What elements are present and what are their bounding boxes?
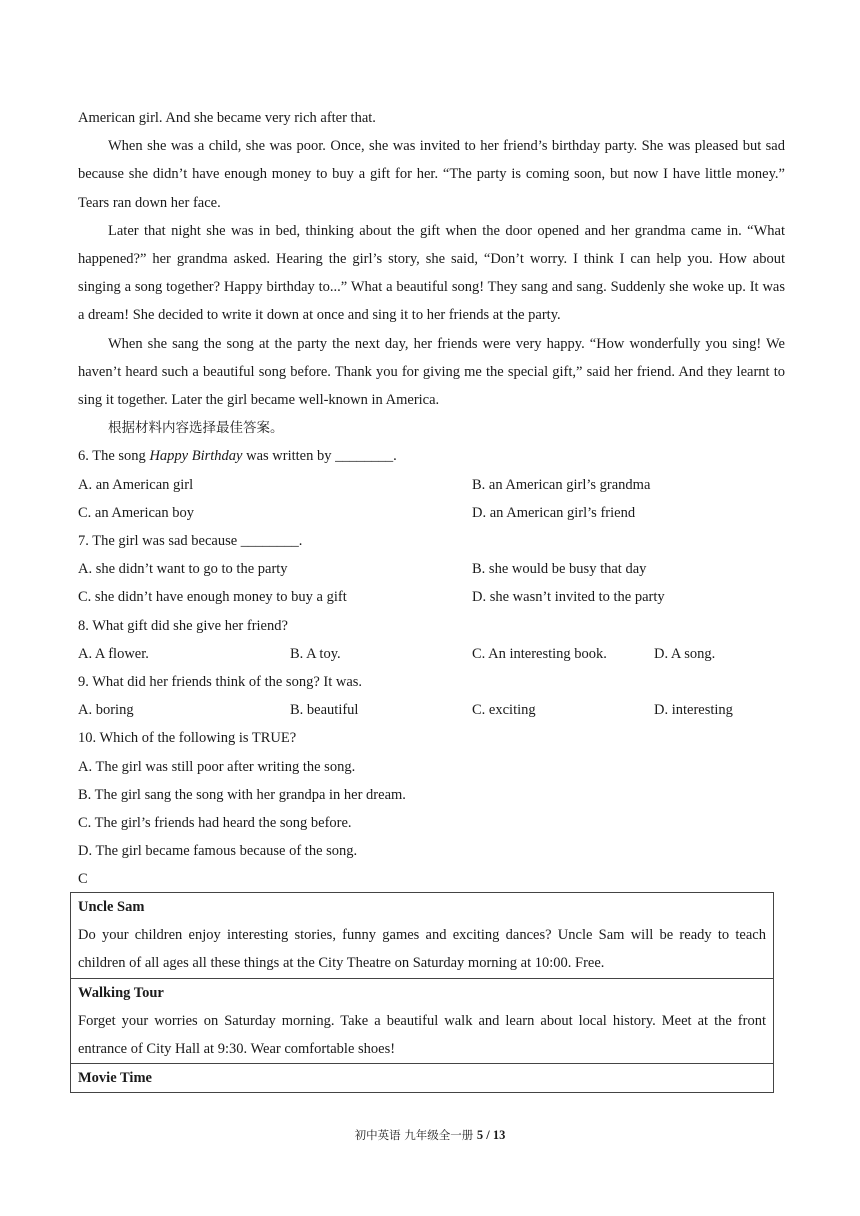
- song-title: Happy Birthday: [149, 448, 243, 465]
- option-c[interactable]: C. An interesting book.: [472, 645, 607, 662]
- option-d[interactable]: D. she wasn’t invited to the party: [472, 589, 665, 606]
- question-6-options-row: [78, 471, 785, 499]
- question-8-stem: 8. What gift did she give her friend?: [78, 617, 288, 634]
- question-6-stem: [78, 442, 785, 470]
- option-c[interactable]: C. The girl’s friends had heard the song before.: [78, 815, 352, 832]
- question-7-options-row: [78, 555, 785, 583]
- option-d[interactable]: D. interesting: [654, 702, 733, 719]
- section-label: C: [78, 871, 88, 888]
- option-c[interactable]: C. she didn’t have enough money to buy a gift: [78, 589, 347, 606]
- option-a[interactable]: A. boring: [78, 702, 134, 719]
- option-a[interactable]: A. A flower.: [78, 645, 149, 662]
- option-b[interactable]: B. beautiful: [290, 702, 359, 719]
- passage-paragraph-2: Later that night she was in bed, thinking about the gift when the door opened and her grandma came in. “What happened?” her grandma asked. Hearing the girl’s story, she said, “Don’t worry. I think I can help you. How about singing a song together? Happy birthday to...” What a beautiful song! They sang and sang. Suddenly she woke up. It was a dream! She decided to write it down at once and sing it to her friends at the party.: [78, 222, 785, 324]
- option-d[interactable]: D. The girl became famous because of the song.: [78, 843, 358, 860]
- passage-paragraph-3: When she sang the song at the party the next day, her friends were very happy. “How wonderfully you sing! We haven’t heard such a beautiful song before. Thank you for giving me the special gift,” said her friend. And they learnt to sing it together. Later the girl became well-known in America.: [78, 335, 785, 409]
- question-10-stem: 10. Which of the following is TRUE?: [78, 730, 297, 747]
- page-content: [78, 104, 785, 894]
- option-b[interactable]: B. she would be busy that day: [472, 561, 647, 578]
- page-footer: [0, 1127, 860, 1143]
- option-c[interactable]: C. an American boy: [78, 504, 194, 521]
- ad-cell: [71, 978, 774, 1064]
- question-stem-text: was written by ________.: [242, 448, 397, 465]
- passage-paragraph-1: When she was a child, she was poor. Once, she was invited to her friend’s birthday party. She was pleased but sad because she didn’t have enough money to buy a gift for her. “The party is coming soon, but now I have little money.” Tears ran down her face.: [78, 138, 785, 211]
- question-7-options-row: [78, 583, 785, 611]
- ad-cell: [71, 1064, 774, 1093]
- option-b[interactable]: B. The girl sang the song with her grandpa in her dream.: [78, 786, 406, 803]
- question-8-options-row: [78, 640, 785, 668]
- option-a[interactable]: A. she didn’t want to go to the party: [78, 561, 288, 578]
- page-number: 5 / 13: [476, 1128, 506, 1142]
- option-a[interactable]: A. an American girl: [78, 476, 194, 493]
- ad-row: [71, 978, 774, 1064]
- ad-row: [71, 893, 774, 979]
- option-a[interactable]: A. The girl was still poor after writing the song.: [78, 758, 356, 775]
- ads-table: [70, 892, 774, 1093]
- instruction: 根据材料内容选择最佳答案。: [108, 420, 284, 437]
- ad-row: [71, 1064, 774, 1093]
- ad-body: Forget your worries on Saturday morning. Take a beautiful walk and learn about local history. Meet at the front entrance of City Hall at 9:30. Wear comfortable shoes!: [78, 1012, 766, 1058]
- footer-subject: 初中英语 九年级全一册: [354, 1128, 477, 1142]
- question-7-stem: 7. The girl was sad because ________.: [78, 533, 303, 550]
- option-d[interactable]: D. an American girl’s friend: [472, 504, 636, 521]
- question-6-options-row: [78, 499, 785, 527]
- question-9-options-row: [78, 696, 785, 724]
- question-stem-text: 6. The song: [78, 448, 150, 465]
- ad-title: Walking Tour: [78, 984, 164, 1001]
- ad-body: Do your children enjoy interesting stories, funny games and exciting dances? Uncle Sam will be ready to teach children of all ages all these things at the City Theatre on Saturday morning at 10:00. Free.: [78, 927, 766, 972]
- option-b[interactable]: B. an American girl’s grandma: [472, 476, 651, 493]
- ad-title: Uncle Sam: [78, 899, 145, 915]
- option-b[interactable]: B. A toy.: [290, 645, 341, 662]
- passage-paragraph-0: American girl. And she became very rich after that.: [78, 110, 376, 126]
- ad-cell: [71, 893, 774, 979]
- ad-title: Movie Time: [78, 1070, 152, 1087]
- option-d[interactable]: D. A song.: [654, 645, 716, 662]
- option-c[interactable]: C. exciting: [472, 702, 536, 719]
- question-9-stem: 9. What did her friends think of the song? It was.: [78, 674, 363, 691]
